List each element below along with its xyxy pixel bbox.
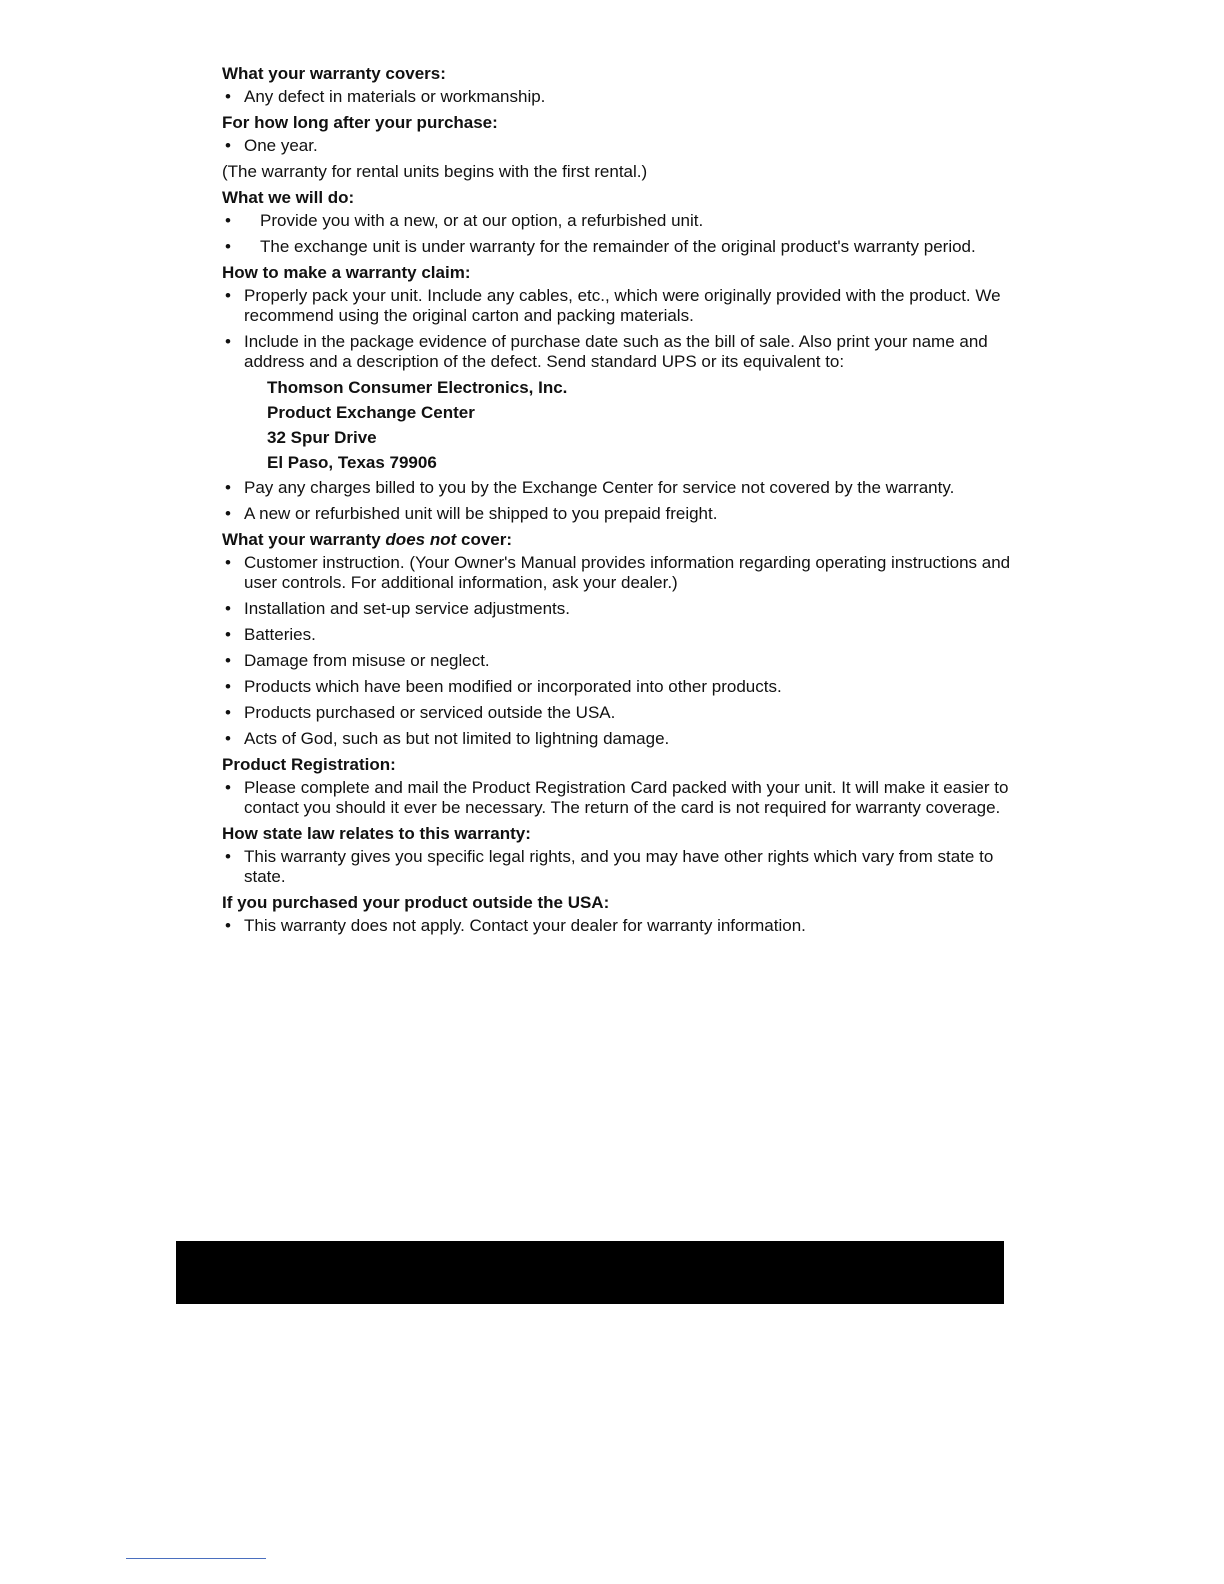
heading-emphasis: does not <box>385 530 457 549</box>
heading-covers: What your warranty covers: <box>222 64 446 83</box>
bullet-item: • Batteries. <box>222 625 1022 645</box>
heading-state-law: How state law relates to this warranty: <box>222 824 531 843</box>
bullet-item: • Customer instruction. (Your Owner's Manual provides information regarding operating instructions and user controls. For additional information, ask your dealer.) <box>222 553 1022 593</box>
bullet-item: • A new or refurbished unit will be shipped to you prepaid freight. <box>222 504 1022 524</box>
address-line: 32 Spur Drive <box>267 428 377 447</box>
heading-registration: Product Registration: <box>222 755 396 774</box>
bullet-item: • Any defect in materials or workmanship. <box>222 87 1022 107</box>
bullet-item: • Acts of God, such as but not limited to lightning damage. <box>222 729 1022 749</box>
rental-note: (The warranty for rental units begins with the first rental.) <box>222 162 648 181</box>
heading-not-covered <box>222 530 1022 550</box>
address-line: Product Exchange Center <box>267 403 475 422</box>
bullet-item: • This warranty gives you specific legal rights, and you may have other rights which vary from state to state. <box>222 847 1022 887</box>
bullet-item: • This warranty does not apply. Contact your dealer for warranty information. <box>222 916 1022 936</box>
bullet-item: • Include in the package evidence of purchase date such as the bill of sale. Also print your name and address and a description of the defect. Send standard UPS or its equivalent to: <box>222 332 1022 372</box>
heading-duration: For how long after your purchase: <box>222 113 498 132</box>
address-line: Thomson Consumer Electronics, Inc. <box>267 378 568 397</box>
bullet-item: • Please complete and mail the Product Registration Card packed with your unit. It will make it easier to contact you should it ever be necessary. The return of the card is not required for warranty coverage. <box>222 778 1022 818</box>
black-redaction-bar <box>176 1241 1004 1304</box>
bullet-item: • Pay any charges billed to you by the Exchange Center for service not covered by the warranty. <box>222 478 1022 498</box>
bullet-item: • The exchange unit is under warranty for the remainder of the original product's warranty period. <box>222 237 1022 257</box>
heading-part: What your warranty <box>222 530 386 549</box>
bullet-item: • Installation and set-up service adjustments. <box>222 599 1022 619</box>
bullet-item: • Products which have been modified or incorporated into other products. <box>222 677 1022 697</box>
address-line: El Paso, Texas 79906 <box>267 453 437 472</box>
heading-claim: How to make a warranty claim: <box>222 263 471 282</box>
heading-what-we-do: What we will do: <box>222 188 355 207</box>
bullet-item: • Damage from misuse or neglect. <box>222 651 1022 671</box>
warranty-document <box>222 62 1022 942</box>
heading-part: cover: <box>456 530 513 549</box>
bullet-item: • One year. <box>222 136 1022 156</box>
heading-outside-usa: If you purchased your product outside the USA: <box>222 893 610 912</box>
bullet-item: • Provide you with a new, or at our option, a refurbished unit. <box>222 211 1022 231</box>
bullet-item: • Products purchased or serviced outside the USA. <box>222 703 1022 723</box>
footnote-rule <box>126 1558 266 1559</box>
bullet-item: • Properly pack your unit. Include any cables, etc., which were originally provided with the product. We recommend using the original carton and packing materials. <box>222 286 1022 326</box>
